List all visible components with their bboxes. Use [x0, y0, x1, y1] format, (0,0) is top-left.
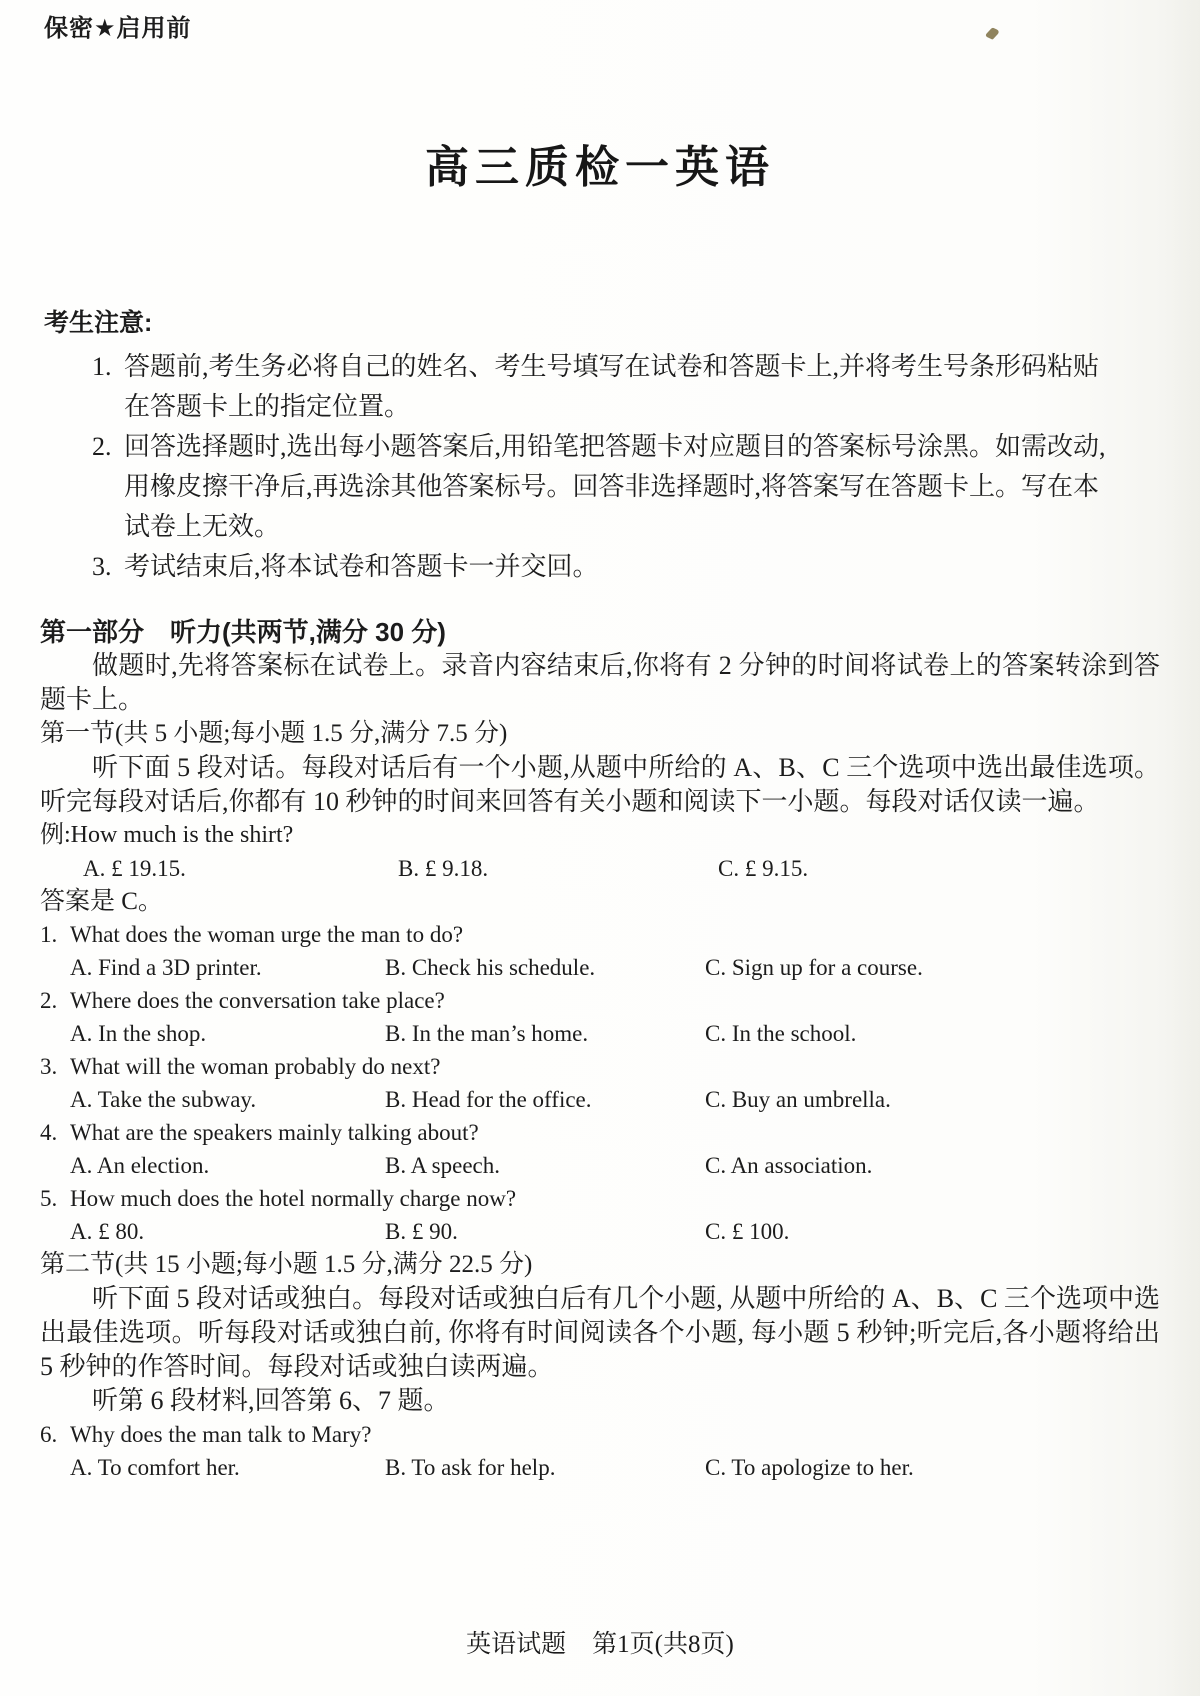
- question-options: [40, 951, 1160, 984]
- notice-item-2: [92, 427, 1160, 547]
- question-text-line: [40, 1418, 1160, 1451]
- footer-doc-label: 英语试题: [466, 1631, 567, 1658]
- option-a: A. Find a 3D printer.: [70, 955, 262, 980]
- section2-heading: 第二节(共 15 小题;每小题 1.5 分,满分 22.5 分): [40, 1251, 533, 1278]
- option-a: A. Take the subway.: [70, 1087, 257, 1112]
- question-text: Why does the man talk to Mary?: [70, 1422, 372, 1447]
- question-text: What will the woman probably do next?: [70, 1054, 441, 1079]
- option-c: C. £ 100.: [705, 1219, 790, 1244]
- question-options: [40, 1149, 1160, 1182]
- notice-item-number: 1.: [92, 352, 112, 381]
- option-c: C. An association.: [705, 1153, 873, 1178]
- option-b: B. A speech.: [385, 1153, 500, 1178]
- notice-heading: 考生注意:: [44, 309, 153, 337]
- part1-heading: 第一部分 听力(共两节,满分 30 分): [40, 617, 446, 647]
- notice-item-text: 考试结束后,将本试卷和答题卡一并交回。: [124, 552, 599, 581]
- page-footer: [0, 1624, 1200, 1660]
- question-number: 2.: [40, 988, 58, 1013]
- question-options: [40, 1017, 1160, 1050]
- option-b: B. Check his schedule.: [385, 955, 596, 980]
- notice-item-number: 2.: [92, 432, 112, 461]
- question-options: [40, 1451, 1160, 1484]
- example-option-c: C. £ 9.15.: [718, 856, 809, 881]
- section1-heading: 第一节(共 5 小题;每小题 1.5 分,满分 7.5 分): [40, 720, 508, 747]
- question-text: What are the speakers mainly talking about?: [70, 1120, 479, 1145]
- question-5: [40, 1182, 1160, 1248]
- material-6-note: 听第 6 段材料,回答第 6、7 题。: [92, 1386, 450, 1415]
- page-title: 高三质检一英语: [425, 143, 775, 192]
- question-6: [40, 1418, 1160, 1484]
- question-text-line: [40, 1050, 1160, 1083]
- example-label: 例:: [40, 822, 71, 848]
- question-text-line: [40, 984, 1160, 1017]
- example-options: [40, 852, 1160, 885]
- question-number: 3.: [40, 1054, 58, 1079]
- option-c: C. Sign up for a course.: [705, 955, 923, 980]
- question-4: [40, 1116, 1160, 1182]
- question-text: What does the woman urge the man to do?: [70, 922, 464, 947]
- notice-list: [40, 347, 1160, 587]
- section2-intro: 听下面 5 段对话或独白。每段对话或独白后有几个小题, 从题中所给的 A、B、C 三个选项中选出最佳选项。听每段对话或独白前, 你将有时间阅读各个小题, 每小题 5 秒钟;听完后,各小题将给出 5 秒钟的作答时间。每段对话或独白读两遍。: [40, 1284, 1160, 1381]
- question-number: 5.: [40, 1186, 58, 1211]
- section1-intro: 听下面 5 段对话。每段对话后有一个小题,从题中所给的 A、B、C 三个选项中选出最佳选项。听完每段对话后,你都有 10 秒钟的时间来回答有关小题和阅读下一小题。每段对话仅读一遍。: [40, 753, 1160, 816]
- question-options: [40, 1215, 1160, 1248]
- question-3: [40, 1050, 1160, 1116]
- option-a: A. To comfort her.: [70, 1455, 240, 1480]
- option-b: B. In the man’s home.: [385, 1021, 589, 1046]
- question-text: How much does the hotel normally charge now?: [70, 1186, 517, 1211]
- example-question-text: How much is the shirt?: [70, 822, 294, 848]
- notice-item-text: 回答选择题时,选出每小题答案后,用铅笔把答题卡对应题目的答案标号涂黑。如需改动,用橡皮擦干净后,再选涂其他答案标号。回答非选择题时,将答案写在答题卡上。写在本试卷上无效。: [124, 432, 1106, 541]
- option-b: B. Head for the office.: [385, 1087, 592, 1112]
- option-c: C. To apologize to her.: [705, 1455, 914, 1480]
- notice-item-3: [92, 547, 1160, 587]
- option-a: A. In the shop.: [70, 1021, 207, 1046]
- notice-item-number: 3.: [92, 552, 112, 581]
- question-text-line: [40, 918, 1160, 951]
- example-option-a: A. £ 19.15.: [83, 856, 186, 881]
- question-number: 4.: [40, 1120, 58, 1145]
- notice-item-1: [92, 347, 1160, 427]
- candidate-notice: [40, 303, 1160, 587]
- example-answer: 答案是 C。: [40, 888, 163, 915]
- notice-item-text: 答题前,考生务必将自己的姓名、考生号填写在试卷和答题卡上,并将考生号条形码粘贴在答题卡上的指定位置。: [124, 352, 1100, 421]
- option-b: B. £ 90.: [385, 1219, 458, 1244]
- question-text-line: [40, 1116, 1160, 1149]
- option-a: A. An election.: [70, 1153, 210, 1178]
- option-a: A. £ 80.: [70, 1219, 145, 1244]
- option-b: B. To ask for help.: [385, 1455, 556, 1480]
- example-question-line: [40, 819, 1160, 852]
- question-text: Where does the conversation take place?: [70, 988, 445, 1013]
- option-c: C. Buy an umbrella.: [705, 1087, 891, 1112]
- option-c: C. In the school.: [705, 1021, 857, 1046]
- question-2: [40, 984, 1160, 1050]
- question-1: [40, 918, 1160, 984]
- footer-page-label: 第1页(共8页): [592, 1631, 734, 1658]
- question-options: [40, 1083, 1160, 1116]
- question-text-line: [40, 1182, 1160, 1215]
- confidential-label: 保密★启用前: [44, 15, 192, 42]
- part1-intro: 做题时,先将答案标在试卷上。录音内容结束后,你将有 2 分钟的时间将试卷上的答案转涂到答题卡上。: [40, 651, 1160, 714]
- question-number: 6.: [40, 1422, 58, 1447]
- example-option-b: B. £ 9.18.: [398, 856, 489, 881]
- question-number: 1.: [40, 922, 58, 947]
